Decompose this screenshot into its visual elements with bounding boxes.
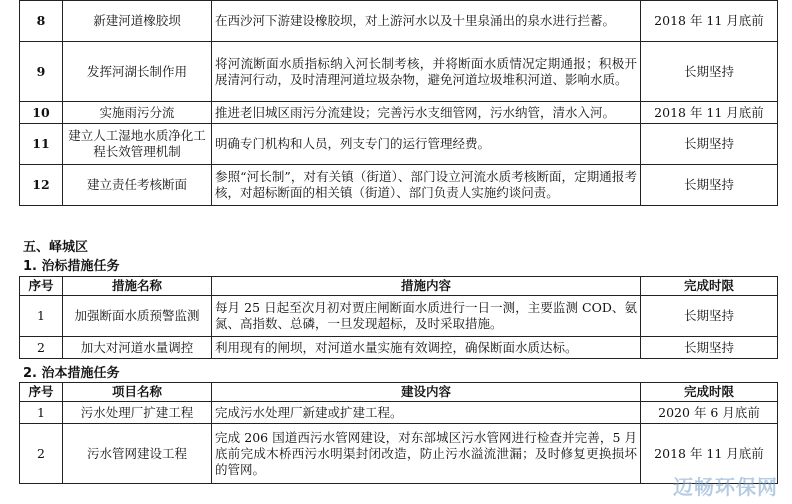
row-number: 8: [20, 1, 63, 42]
header-time: 完成时限: [641, 277, 778, 296]
row-content: 明确专门机构和人员，列支专门的运行管理经费。: [212, 124, 641, 165]
watermark: 迈畅环保网: [673, 475, 778, 499]
table-row: [20, 402, 778, 424]
row-time: 长期坚持: [641, 296, 778, 337]
row-content: 将河流断面水质指标纳入河长制考核，并将断面水质情况定期通报；积极开展清河行动，及时清理河道垃圾杂物，避免河道垃圾堆积河道、影响水质。: [212, 42, 641, 102]
row-time: 长期坚持: [641, 42, 778, 102]
section-heading: 五、峄城区: [23, 240, 89, 255]
header-content: 措施内容: [212, 277, 641, 296]
table-row: [20, 42, 778, 102]
header-no: 序号: [20, 383, 63, 402]
row-name: 加强断面水质预警监测: [63, 296, 212, 337]
row-time: 2020 年 6 月底前: [641, 402, 778, 424]
row-content: 利用现有的闸坝，对河道水量实施有效调控，确保断面水质达标。: [212, 337, 641, 359]
row-name: 建立人工湿地水质净化工程长效管理机制: [63, 124, 212, 165]
row-time: 2018 年 11 月底前: [641, 424, 778, 484]
row-time: 长期坚持: [641, 165, 778, 206]
row-time: 2018 年 11 月底前: [641, 1, 778, 42]
row-number: 12: [20, 165, 63, 206]
subsection-heading-2: 2. 治本措施任务: [23, 366, 120, 381]
row-name: 发挥河湖长制作用: [63, 42, 212, 102]
row-number: 2: [20, 424, 63, 484]
header-content: 建设内容: [212, 383, 641, 402]
row-number: 2: [20, 337, 63, 359]
header-no: 序号: [20, 277, 63, 296]
row-time: 2018 年 11 月底前: [641, 102, 778, 124]
table-row: [20, 1, 778, 42]
row-number: 11: [20, 124, 63, 165]
header-name: 项目名称: [63, 383, 212, 402]
row-time: 长期坚持: [641, 124, 778, 165]
measures-table-continued: [19, 0, 778, 206]
row-name: 建立责任考核断面: [63, 165, 212, 206]
row-name: 实施雨污分流: [63, 102, 212, 124]
row-name: 污水处理厂扩建工程: [63, 402, 212, 424]
header-name: 措施名称: [63, 277, 212, 296]
row-number: 9: [20, 42, 63, 102]
row-name: 污水管网建设工程: [63, 424, 212, 484]
row-content: 完成污水处理厂新建或扩建工程。: [212, 402, 641, 424]
row-content: 推进老旧城区雨污分流建设；完善污水支细管网，污水纳管，清水入河。: [212, 102, 641, 124]
row-content: 每月 25 日起至次月初对贾庄闸断面水质进行一日一测，主要监测 COD、氨氮、高指数、总磷，一旦发现超标，及时采取措施。: [212, 296, 641, 337]
table-row: [20, 124, 778, 165]
table-header-row: [20, 383, 778, 402]
row-content: 在西沙河下游建设橡胶坝，对上游河水以及十里泉涌出的泉水进行拦蓄。: [212, 1, 641, 42]
table-row: [20, 102, 778, 124]
header-time: 完成时限: [641, 383, 778, 402]
fundamental-measures-table: [19, 382, 778, 484]
row-content: 参照“河长制”，对有关镇（街道）、部门设立河流水质考核断面，定期通报考核，对超标断面的相关镇（街道）、部门负责人实施约谈问责。: [212, 165, 641, 206]
row-name: 加大对河道水量调控: [63, 337, 212, 359]
row-content: 完成 206 国道西污水管网建设，对东部城区污水管网进行检查并完善，5 月底前完成木桥西污水明渠封闭改造，防止污水溢流泄漏；及时修复更换损坏的管网。: [212, 424, 641, 484]
table-header-row: [20, 277, 778, 296]
table-row: [20, 296, 778, 337]
row-number: 10: [20, 102, 63, 124]
row-time: 长期坚持: [641, 337, 778, 359]
table-row: [20, 424, 778, 484]
row-number: 1: [20, 402, 63, 424]
row-number: 1: [20, 296, 63, 337]
table-row: [20, 337, 778, 359]
row-name: 新建河道橡胶坝: [63, 1, 212, 42]
subsection-heading-1: 1. 治标措施任务: [23, 259, 120, 274]
table-row: [20, 165, 778, 206]
interim-measures-table: [19, 276, 778, 359]
